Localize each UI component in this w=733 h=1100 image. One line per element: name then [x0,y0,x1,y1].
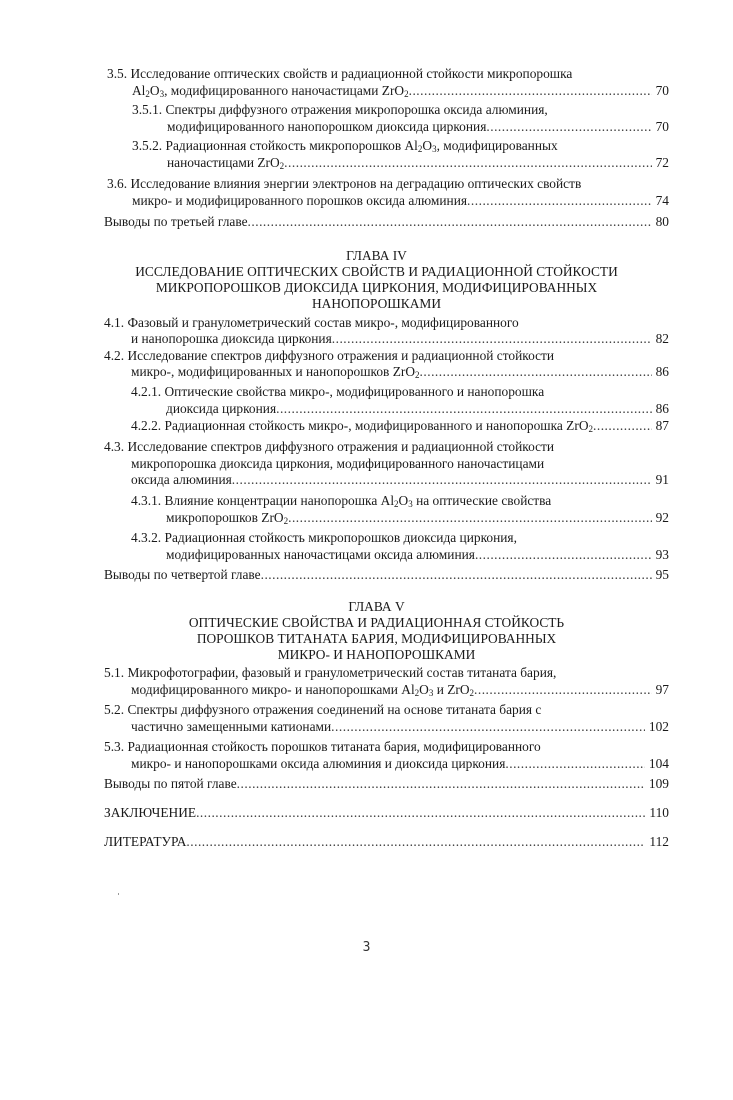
leader-dots [248,214,652,230]
leader-dots [196,805,645,821]
leader-dots [288,510,652,526]
toc-entry-text: $Al_2O_3$, модифицированного наночастицами ZrO$_2$ [132,83,409,99]
toc-page-number: 74 [655,193,669,208]
page-number: 3 [362,940,371,955]
leader-dots [284,155,651,171]
document-page: 3.5. Исследование оптических свойств и радиационной стойкости микропорошка $Al_2O_3$, модифицированного наночастицами ZrO$_2$ ..... 70 3.5.1. Спектры диффузного отражения микропорошка оксида алюминия, модифицированного нанопорошком диоксида циркония ..... 70 3.5.2. Радиационная стойкость микропорошков $Al_2O_3$, модифицированных наночастицами ZrO$_2$ ..... 72 3.6. Исследование влияния энергии электронов на деградацию оптических свойств микро- и модифицированного порошков оксида алюминия ..... 74 Выводы по третьей главе ..... 80 ГЛАВА IV ИССЛЕДОВАНИЕ ОПТИЧЕСКИХ СВОЙСТВ И РАДИАЦИОННОЙ СТОЙКОСТИ МИКРОПОРОШКОВ ДИОКСИДА ЦИРКОНИЯ, МОДИФИЦИРОВАННЫХ НАНОПОРОШКАМИ 4.1. Фазовый и гранулометрический состав микро-, модифицированного и нанопорошка диоксида циркония ..... 82 4.2. Исследование спектров диффузного отражения и радиационной стойкости микро-, модифицированных и нанопорошков ZrO$_2$ ..... 86 4.2.1. Оптические свойства микро-, модифицированного и нанопорошка диоксида циркония ..... 86 4.2.2. Радиационная стойкость микро-, модифицированного и нанопорошка ZrO$_2$ ..... 87 4.3. Исследование спектров диффузного отражения и радиационной стойкости микропорошка диоксида циркония, модифицированного наночастицами оксида алюминия ..... 91 4.3.1. Влияние концентрации нанопорошка $Al_2O_3$ на оптические свойства микропорошков ZrO$_2$ ..... 92 4.3.2. Радиационная стойкость микропорошков диоксида циркония, модифицированных наночастицами оксида алюминия ..... 93 Выводы по четвертой главе ..... 95 ГЛАВА V ОПТИЧЕСКИЕ СВОЙСТВА И РАДИАЦИОННАЯ СТОЙКОСТЬ ПОРОШКОВ ТИТАНАТА БАРИЯ, МОДИФИЦИРОВАННЫХ МИКРО- И НАНОПОРОШКАМИ 5.1. Микрофотографии, фазовый и гранулометрический состав титаната бария, модифицированного микро- и нанопорошками $Al_2O_3$ и ZrO$_2$ ..... 97 5.2. Спектры диффузного отражения соединений на основе титаната бария с частично замещенными катионами ..... 102 5.3. Радиационная стойкость порошков титаната бария, модифицированного микро- и нанопорошками оксида алюминия и диоксида циркония ..... 104 Выводы по пятой главе ..... 109 ЗАКЛЮЧЕНИЕ ..... 110 ЛИТЕРАТУРА ..... 112 3 [0,0,733,1100]
chapter-4-heading: ГЛАВА IV ИССЛЕДОВАНИЕ ОПТИЧЕСКИХ СВОЙСТВ И РАДИАЦИОННОЙ СТОЙКОСТИ МИКРОПОРОШКОВ ДИОКСИДА ЦИРКОНИЯ, МОДИФИЦИРОВАННЫХ НАНОПОРОШКАМИ [0,248,733,312]
toc-page-number: 80 [655,214,669,229]
leader-dots [467,193,652,209]
leader-dots [237,776,645,792]
toc-page-number: 70 [655,119,669,134]
leader-dots [505,756,645,772]
toc-page-number: 110 [649,805,669,820]
toc-page-number: 104 [648,756,669,771]
leader-dots [276,401,652,417]
toc-page-number: 102 [648,719,669,734]
leader-dots [331,719,645,735]
toc-page-number: 95 [655,567,669,582]
chapter-5-heading: ГЛАВА V ОПТИЧЕСКИЕ СВОЙСТВА И РАДИАЦИОННАЯ СТОЙКОСТЬ ПОРОШКОВ ТИТАНАТА БАРИЯ, МОДИФИЦИРОВАННЫХ МИКРО- И НАНОПОРОШКАМИ [0,599,733,663]
toc-page-number: 87 [655,418,669,433]
leader-dots [261,567,652,583]
toc-page-number: 70 [655,83,669,98]
toc-page-number: 72 [655,155,669,170]
toc-page-number: 92 [655,510,669,525]
leader-dots [420,364,652,380]
toc-page-number: 93 [655,547,669,562]
chapter-label: ГЛАВА IV [346,248,407,263]
toc-page-number: 97 [655,682,669,697]
toc-page-number: 109 [648,776,669,791]
toc-entry-number: 3.5. Исследование оптических свойств и радиационной стойкости микропорошка [107,66,573,81]
leader-dots [332,331,652,347]
leader-dots [232,472,652,488]
leader-dots [474,682,652,698]
leader-dots [409,83,652,99]
toc-page-number: 91 [655,472,669,487]
leader-dots [486,119,651,135]
toc-page-number: 86 [655,401,669,416]
toc-page-number: 86 [655,364,669,379]
leader-dots [593,418,652,434]
leader-dots [186,834,645,850]
toc-page-number: 112 [649,834,669,849]
chapter-label: ГЛАВА V [348,599,405,614]
leader-dots [475,547,652,563]
scan-speck [118,893,119,895]
toc-page-number: 82 [655,331,669,346]
